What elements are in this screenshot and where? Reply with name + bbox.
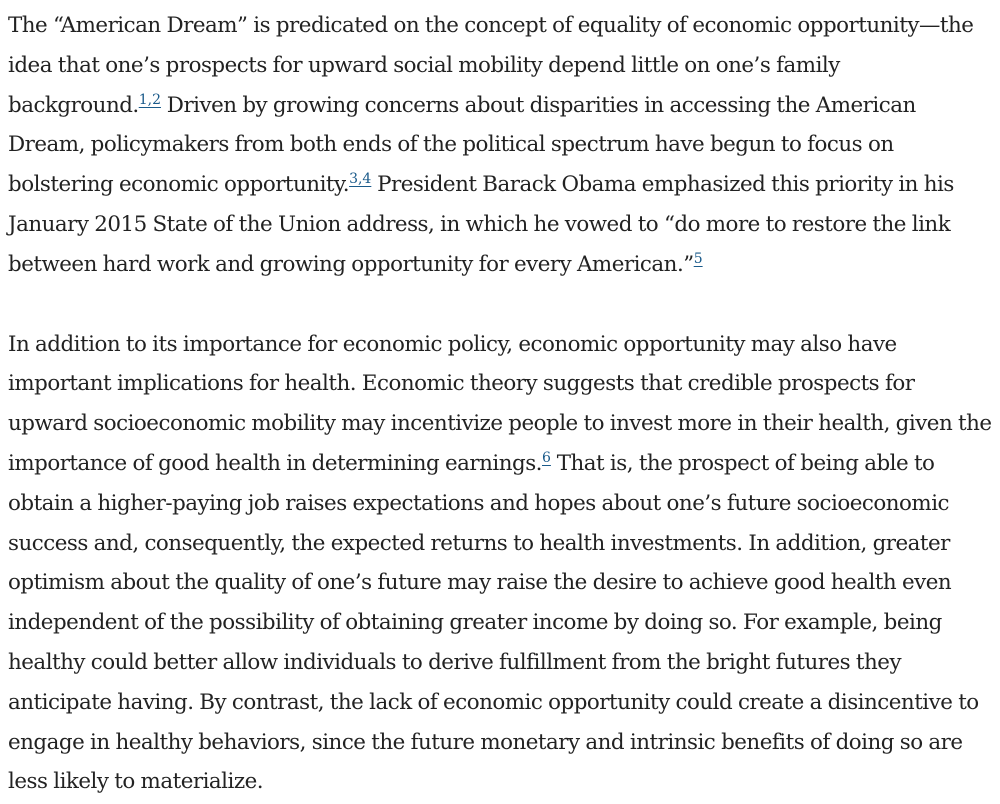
paragraph-intro — [8, 6, 993, 285]
citation-link-6[interactable]: 6 — [542, 449, 551, 466]
citation-ref — [542, 450, 551, 466]
citation-link-3-4[interactable]: 3,4 — [349, 171, 372, 188]
citation-ref — [694, 251, 703, 267]
paragraph-text: The “American Dream” is predicated on the concept of equality of economic opportunity—the idea that one’s prospects for upward social mobility depend little on one’s family background. — [8, 13, 974, 118]
paragraph-text: In addition to its importance for economic policy, economic opportunity may also have important implications for health. Economic theory suggests that credible prospects for upward socioeconomic mobility may incentivize people to invest more in their health, given the importance of good health in determining earnings. — [8, 331, 992, 476]
paragraph-text: President Barack Obama emphasized this priority in his January 2015 State of the Union address, in which he vowed to “do more to restore the link between hard work and growing opportunity for every American.” — [8, 172, 954, 277]
paragraph-health — [8, 325, 993, 803]
citation-link-1-2[interactable]: 1,2 — [138, 91, 161, 108]
citation-link-5[interactable]: 5 — [693, 250, 703, 267]
citation-ref — [139, 92, 161, 108]
citation-ref — [349, 171, 371, 187]
paragraph-text: Driven by growing concerns about disparities in accessing the American Dream, policymakers from both ends of the political spectrum have begun to focus on bolstering economic opportunity. — [8, 92, 916, 198]
paragraph-text: That is, the prospect of being able to obtain a higher-paying job raises expectations and hopes about one’s future socioeconomic success and, consequently, the expected returns to health investments. In addition, greater optimism about the quality of one’s future may raise the desire to achieve good health even independent of the possibility of obtaining greater income by doing so. For example, being healthy could better allow individuals to derive fulfillment from the bright futures they anticipate having. By contrast, the lack of economic opportunity could create a disincentive to engage in healthy behaviors, since the future monetary and intrinsic benefits of doing so are less likely to materialize. — [8, 450, 979, 795]
